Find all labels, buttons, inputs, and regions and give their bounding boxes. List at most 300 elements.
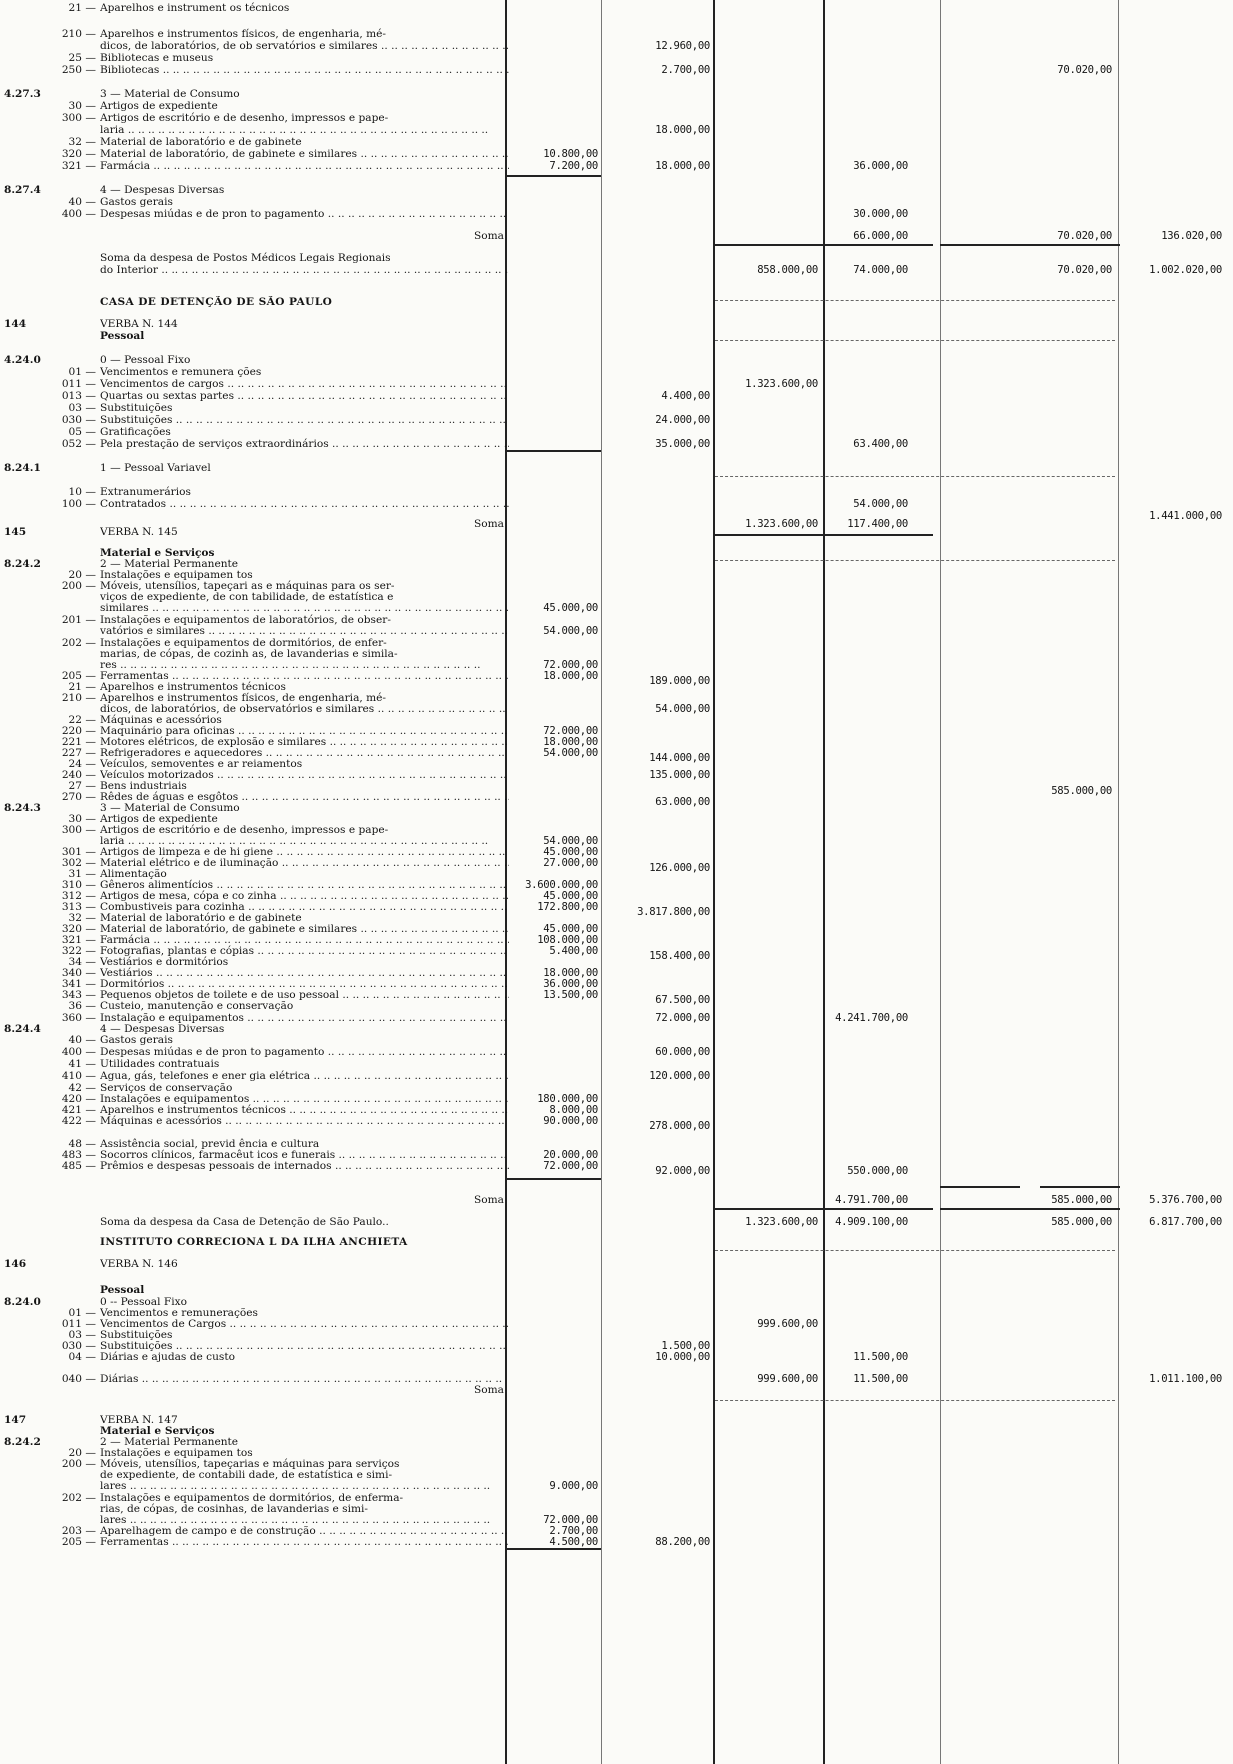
amount-value: 585.000,00: [1051, 785, 1112, 797]
item-code: 302 —: [61, 857, 96, 869]
item-code: 203 —: [61, 1525, 96, 1537]
budget-line: [4, 64, 509, 77]
item-description: Instalações e equipamentos de dormitórios, de enfer-: [100, 637, 387, 649]
column-rule: [940, 0, 941, 1764]
item-code: 250 —: [61, 64, 96, 76]
item-description: Gêneros alimentícios .. ..: [100, 879, 509, 892]
margin-code: 8.24.2: [4, 1436, 41, 1448]
amount-value: 4.500,00: [549, 1536, 598, 1548]
total-rule: [505, 175, 601, 177]
item-code: 27 —: [68, 780, 96, 792]
amount-value: 13.500,00: [543, 989, 598, 1001]
amount-value: 72.000,00: [543, 1514, 598, 1526]
item-description: Instalações e equipamentos de dormitórios, de enferma-: [100, 1492, 404, 1504]
margin-code: 8.24.4: [4, 1023, 41, 1035]
amount-value: 2.700,00: [549, 1525, 598, 1537]
item-description: Serviços de conservação: [100, 1082, 233, 1094]
row-guide: [715, 560, 1115, 561]
item-description: VERBA N. 144: [100, 318, 178, 330]
amount-value: 189.000,00: [649, 675, 710, 687]
item-code: 210 —: [61, 28, 96, 40]
item-description: Aparelhos e instrumentos físicos, de engenharia, mé-: [100, 692, 387, 704]
amount-value: 70.020,00: [1057, 264, 1112, 276]
total-rule: [505, 1178, 601, 1180]
budget-line: [4, 1351, 509, 1364]
amount-value: 18.000,00: [543, 967, 598, 979]
amount-value: 278.000,00: [649, 1120, 710, 1132]
item-description: Material e Serviços: [100, 1425, 215, 1437]
budget-line: [4, 264, 509, 277]
row-guide: [715, 1250, 1115, 1251]
amount-value: 72.000,00: [655, 1012, 710, 1024]
item-description: lares .. ..: [100, 1480, 509, 1493]
amount-value: 4.791.700,00: [835, 1194, 908, 1206]
amount-value: 35.000,00: [655, 438, 710, 450]
item-code: 030 —: [61, 1340, 96, 1352]
amount-value: 136.020,00: [1161, 230, 1222, 242]
item-description: Aparelhos e instrumentos técnicos .. ..: [100, 1104, 509, 1117]
amount-value: 36.000,00: [543, 978, 598, 990]
amount-value: 180.000,00: [537, 1093, 598, 1105]
item-description: Vencimentos de Cargos .. ..: [100, 1318, 509, 1331]
item-code: 30 —: [68, 813, 96, 825]
item-description: Substituições: [100, 402, 173, 414]
item-code: 22 —: [68, 714, 96, 726]
amount-value: 90.000,00: [543, 1115, 598, 1127]
item-description: Diárias .. ..: [100, 1373, 509, 1386]
margin-code: 8.24.2: [4, 558, 41, 570]
item-description: Gratificações: [100, 426, 171, 438]
item-code: 013 —: [61, 390, 96, 402]
amount-value: 5.376.700,00: [1149, 1194, 1222, 1206]
item-code: 040 —: [61, 1373, 96, 1385]
amount-value: 45.000,00: [543, 923, 598, 935]
item-description: 3 — Material de Consumo: [100, 802, 240, 814]
item-description: Quartas ou sextas partes .. ..: [100, 390, 509, 403]
item-description: do Interior .. ..: [100, 264, 509, 277]
item-code: 030 —: [61, 414, 96, 426]
item-description: Artigos de limpeza e de hi giene .. ..: [100, 846, 509, 859]
item-code: 483 —: [61, 1149, 96, 1161]
amount-value: 1.011.100,00: [1149, 1373, 1222, 1385]
item-description: Material de laboratório, de gabinete e similares .. ..: [100, 923, 509, 936]
item-description: Aparelhos e instrumentos físicos, de engenharia, mé-: [100, 28, 387, 40]
item-description: Gastos gerais: [100, 196, 173, 208]
item-code: 32 —: [68, 912, 96, 924]
item-description: Fotografias, plantas e cópias .. ..: [100, 945, 509, 958]
item-description: 4 — Despesas Diversas: [100, 1023, 225, 1035]
amount-value: 45.000,00: [543, 846, 598, 858]
item-description: Substituições: [100, 1329, 173, 1341]
item-code: 01 —: [68, 1307, 96, 1319]
item-code: 100 —: [61, 498, 96, 510]
item-description: Pessoal: [100, 330, 145, 342]
item-description: Prêmios e despesas pessoais de internados .. ..: [100, 1160, 509, 1173]
item-code: 200 —: [61, 580, 96, 592]
item-code: 24 —: [68, 758, 96, 770]
total-rule: [940, 1208, 1120, 1210]
item-description: laria .. ..: [100, 124, 509, 137]
budget-line: [4, 2, 509, 15]
amount-value: 8.000,00: [549, 1104, 598, 1116]
item-description: Móveis, utensílios, tapeçari as e máquinas para os ser-: [100, 580, 395, 592]
sum-label: [4, 230, 509, 243]
item-description: Artigos de expediente: [100, 100, 218, 112]
item-code: 202 —: [61, 637, 96, 649]
item-description: Maquinário para oficinas .. ..: [100, 725, 509, 738]
amount-value: 1.323.600,00: [745, 1216, 818, 1228]
item-description: marias, de cópas, de cozinh as, de lavanderias e simila-: [100, 648, 398, 660]
amount-value: 11.500,00: [853, 1351, 908, 1363]
item-code: 422 —: [61, 1115, 96, 1127]
item-description: Instalação e equipamentos .. ..: [100, 1012, 509, 1025]
amount-value: 45.000,00: [543, 602, 598, 614]
item-code: 31 —: [68, 868, 96, 880]
section-heading: [4, 296, 509, 309]
amount-value: 158.400,00: [649, 950, 710, 962]
amount-value: 54.000,00: [543, 747, 598, 759]
item-code: 011 —: [61, 1318, 96, 1330]
item-code: 205 —: [61, 670, 96, 682]
item-description: rias, de cópas, de cosinhas, de lavanderias e simi-: [100, 1503, 368, 1515]
item-description: Vencimentos e remunera ções: [100, 366, 262, 378]
item-description: CASA DE DETENÇÃO DE SÃO PAULO: [100, 296, 333, 308]
item-description: Artigos de escritório e de desenho, impressos e pape-: [100, 112, 389, 124]
item-description: Diárias e ajudas de custo: [100, 1351, 235, 1363]
item-description: vatórios e similares .. ..: [100, 625, 509, 638]
column-rule: [601, 0, 602, 1764]
margin-code: 8.24.0: [4, 1296, 41, 1308]
item-description: 0 — Pessoal Fixo: [100, 354, 191, 366]
item-code: 05 —: [68, 426, 96, 438]
amount-value: 9.000,00: [549, 1480, 598, 1492]
amount-value: 4.241.700,00: [835, 1012, 908, 1024]
amount-value: 18.000,00: [543, 670, 598, 682]
item-description: Máquinas e acessórios: [100, 714, 222, 726]
item-description: Artigos de escritório e de desenho, impressos e pape-: [100, 824, 389, 836]
item-description: Soma: [474, 1194, 504, 1206]
budget-line: [4, 1258, 509, 1271]
amount-value: 24.000,00: [655, 414, 710, 426]
item-description: Bibliotecas .. ..: [100, 64, 509, 77]
amount-value: 7.200,00: [549, 160, 598, 172]
item-code: 04 —: [68, 1351, 96, 1363]
amount-value: 18.000,00: [655, 124, 710, 136]
item-description: Vestiários e dormitórios: [100, 956, 229, 968]
item-description: Aparelhos e instrumentos técnicos: [100, 681, 286, 693]
total-rule: [1040, 1186, 1120, 1188]
sum-label: [4, 1194, 509, 1207]
item-code: 20 —: [68, 1447, 96, 1459]
item-description: res .. ..: [100, 659, 509, 672]
row-guide: [715, 340, 1115, 341]
amount-value: 5.400,00: [549, 945, 598, 957]
item-description: Instalações e equipamentos de laboratórios, de obser-: [100, 614, 391, 626]
item-description: 3 — Material de Consumo: [100, 88, 240, 100]
item-code: 341 —: [61, 978, 96, 990]
item-description: Socorros clínicos, farmacêut icos e funerais .. ..: [100, 1149, 509, 1162]
budget-line: [4, 1216, 509, 1229]
amount-value: 30.000,00: [853, 208, 908, 220]
item-code: 343 —: [61, 989, 96, 1001]
item-code: 011 —: [61, 378, 96, 390]
item-description: 1 — Pessoal Variavel: [100, 462, 211, 474]
row-guide: [715, 1400, 1115, 1401]
amount-value: 4.909.100,00: [835, 1216, 908, 1228]
amount-value: 54.000,00: [543, 625, 598, 637]
amount-value: 585.000,00: [1051, 1216, 1112, 1228]
budget-line: [4, 462, 509, 475]
item-description: Soma da despesa de Postos Médicos Legais Regionais: [100, 252, 391, 264]
item-description: Farmácia .. ..: [100, 160, 509, 173]
budget-line: [4, 1536, 509, 1549]
item-code: 200 —: [61, 1458, 96, 1470]
total-rule: [713, 244, 823, 246]
amount-value: 120.000,00: [649, 1070, 710, 1082]
item-code: 312 —: [61, 890, 96, 902]
item-code: 240 —: [61, 769, 96, 781]
amount-value: 1.500,00: [661, 1340, 710, 1352]
item-description: Vencimentos e remunerações: [100, 1307, 258, 1319]
amount-value: 1.323.600,00: [745, 518, 818, 530]
item-description: Assistência social, previd ência e cultura: [100, 1138, 320, 1150]
amount-value: 20.000,00: [543, 1149, 598, 1161]
item-code: 20 —: [68, 569, 96, 581]
amount-value: 11.500,00: [853, 1373, 908, 1385]
amount-value: 858.000,00: [757, 264, 818, 276]
item-code: 360 —: [61, 1012, 96, 1024]
item-description: Utilidades contratuais: [100, 1058, 220, 1070]
item-description: Material e Serviços: [100, 547, 215, 559]
amount-value: 3.600.000,00: [525, 879, 598, 891]
row-guide: [715, 300, 1115, 301]
item-description: Custeio, manutenção e conservação: [100, 1000, 294, 1012]
margin-code: 144: [4, 318, 27, 330]
total-rule: [823, 1208, 933, 1210]
amount-value: 54.000,00: [655, 703, 710, 715]
item-code: 340 —: [61, 967, 96, 979]
section-heading: [4, 1236, 509, 1249]
item-code: 21 —: [68, 681, 96, 693]
item-description: INSTITUTO CORRECIONA L DA ILHA ANCHIETA: [100, 1236, 408, 1248]
amount-value: 117.400,00: [847, 518, 908, 530]
amount-value: 126.000,00: [649, 862, 710, 874]
item-code: 321 —: [61, 934, 96, 946]
amount-value: 3.817.800,00: [637, 906, 710, 918]
item-description: Extranumerários: [100, 486, 191, 498]
amount-value: 135.000,00: [649, 769, 710, 781]
budget-line: [4, 1160, 509, 1173]
sum-label: [4, 1384, 509, 1397]
total-rule: [823, 534, 933, 536]
amount-value: 45.000,00: [543, 890, 598, 902]
amount-value: 54.000,00: [543, 835, 598, 847]
item-code: 21 —: [68, 2, 96, 14]
margin-code: 4.27.3: [4, 88, 41, 100]
item-description: Aparelhos e instrument os técnicos: [100, 2, 290, 14]
item-description: Material de laboratório, de gabinete e similares .. ..: [100, 148, 509, 161]
item-code: 25 —: [68, 52, 96, 64]
total-rule: [940, 244, 1120, 246]
item-description: Pequenos objetos de toilete e de uso pessoal .. ..: [100, 989, 509, 1002]
item-code: 202 —: [61, 1492, 96, 1504]
amount-value: 72.000,00: [543, 1160, 598, 1172]
item-description: Bibliotecas e museus: [100, 52, 214, 64]
item-description: Veículos, semoventes e ar reiamentos: [100, 758, 303, 770]
item-description: Soma: [474, 518, 504, 530]
amount-value: 36.000,00: [853, 160, 908, 172]
item-code: 300 —: [61, 824, 96, 836]
row-guide: [715, 476, 1115, 477]
item-description: Instalações e equipamen tos: [100, 1447, 253, 1459]
item-description: Ferramentas .. ..: [100, 1536, 509, 1549]
item-code: 420 —: [61, 1093, 96, 1105]
amount-value: 144.000,00: [649, 752, 710, 764]
item-code: 421 —: [61, 1104, 96, 1116]
item-description: Farmácia .. ..: [100, 934, 509, 947]
item-description: VERBA N. 145: [100, 526, 178, 538]
budget-line: [4, 1115, 509, 1128]
item-description: laria .. ..: [100, 835, 509, 848]
item-description: Aparelhagem de campo e de construção .. ..: [100, 1525, 509, 1538]
item-description: Vencimentos de cargos .. ..: [100, 378, 509, 391]
item-description: lares .. ..: [100, 1514, 509, 1527]
item-description: Despesas miúdas e de pron to pagamento .. ..: [100, 1046, 509, 1059]
total-rule: [940, 1186, 1020, 1188]
amount-value: 1.323.600,00: [745, 378, 818, 390]
item-code: 03 —: [68, 402, 96, 414]
item-code: 313 —: [61, 901, 96, 913]
item-description: Ferramentas .. ..: [100, 670, 509, 683]
item-code: 34 —: [68, 956, 96, 968]
item-description: Substituições .. ..: [100, 414, 509, 427]
item-description: Gastos gerais: [100, 1034, 173, 1046]
item-code: 205 —: [61, 1536, 96, 1548]
margin-code: 8.24.3: [4, 802, 41, 814]
amount-value: 585.000,00: [1051, 1194, 1112, 1206]
amount-value: 18.000,00: [543, 736, 598, 748]
item-code: 310 —: [61, 879, 96, 891]
item-description: 0 -- Pessoal Fixo: [100, 1296, 187, 1308]
amount-value: 72.000,00: [543, 659, 598, 671]
margin-code: 8.24.1: [4, 462, 41, 474]
amount-value: 67.500,00: [655, 994, 710, 1006]
item-code: 227 —: [61, 747, 96, 759]
item-description: Artigos de expediente: [100, 813, 218, 825]
item-code: 41 —: [68, 1058, 96, 1070]
item-code: 320 —: [61, 148, 96, 160]
item-code: 210 —: [61, 692, 96, 704]
item-description: Artigos de mesa, cópa e co zinha .. ..: [100, 890, 509, 903]
item-code: 485 —: [61, 1160, 96, 1172]
item-description: Veículos motorizados .. ..: [100, 769, 509, 782]
item-description: viços de expediente, de con tabilidade, de estatística e: [100, 591, 394, 603]
item-code: 322 —: [61, 945, 96, 957]
item-code: 01 —: [68, 366, 96, 378]
item-code: 40 —: [68, 196, 96, 208]
item-description: Material de laboratório e de gabinete: [100, 136, 302, 148]
margin-code: 145: [4, 526, 27, 538]
amount-value: 2.700,00: [661, 64, 710, 76]
item-code: 201 —: [61, 614, 96, 626]
item-description: Móveis, utensílios, tapeçarias e máquinas para serviços: [100, 1458, 400, 1470]
item-description: Soma da despesa da Casa de Detenção de São Paulo..: [100, 1216, 389, 1228]
total-rule: [505, 450, 601, 452]
item-description: Substituições .. ..: [100, 1340, 509, 1353]
amount-value: 999.600,00: [757, 1318, 818, 1330]
item-code: 221 —: [61, 736, 96, 748]
item-code: 410 —: [61, 1070, 96, 1082]
item-code: 400 —: [61, 1046, 96, 1058]
item-code: 48 —: [68, 1138, 96, 1150]
item-description: Alimentação: [100, 868, 167, 880]
amount-value: 4.400,00: [661, 390, 710, 402]
amount-value: 72.000,00: [543, 725, 598, 737]
amount-value: 6.817.700,00: [1149, 1216, 1222, 1228]
item-code: 32 —: [68, 136, 96, 148]
margin-code: 146: [4, 1258, 27, 1270]
amount-value: 18.000,00: [655, 160, 710, 172]
item-description: 2 — Material Permanente: [100, 1436, 239, 1448]
amount-value: 12.960,00: [655, 40, 710, 52]
amount-value: 10.000,00: [655, 1351, 710, 1363]
budget-line: [4, 330, 509, 343]
amount-value: 999.600,00: [757, 1373, 818, 1385]
item-code: 42 —: [68, 1082, 96, 1094]
item-description: dicos, de laboratórios, de observatórios e similares .. ..: [100, 703, 509, 716]
item-code: 30 —: [68, 100, 96, 112]
item-description: Bens industriais: [100, 780, 187, 792]
item-description: Material de laboratório e de gabinete: [100, 912, 302, 924]
budget-line: [4, 526, 509, 539]
amount-value: 63.400,00: [853, 438, 908, 450]
item-description: Pela prestação de serviços extraordinários .. ..: [100, 438, 509, 451]
item-description: Contratados .. ..: [100, 498, 509, 511]
item-description: Soma: [474, 1384, 504, 1396]
amount-value: 1.002.020,00: [1149, 264, 1222, 276]
item-description: Instalações e equipamentos .. ..: [100, 1093, 509, 1106]
amount-value: 74.000,00: [853, 264, 908, 276]
amount-value: 60.000,00: [655, 1046, 710, 1058]
item-description: VERBA N. 146: [100, 1258, 178, 1270]
item-code: 052 —: [61, 438, 96, 450]
amount-value: 1.441.000,00: [1149, 510, 1222, 522]
item-description: Motores elétricos, de explosão e similares .. ..: [100, 736, 509, 749]
item-code: 300 —: [61, 112, 96, 124]
item-description: Combustiveis para cozinha .. ..: [100, 901, 509, 914]
item-description: dicos, de laboratórios, de ob servatórios e similares .. ..: [100, 40, 509, 53]
item-code: 321 —: [61, 160, 96, 172]
item-description: Rêdes de águas e esgôtos .. ..: [100, 791, 509, 804]
budget-line: [4, 438, 509, 451]
amount-value: 88.200,00: [655, 1536, 710, 1548]
item-description: de expediente, de contabili dade, de estatística e simi-: [100, 1469, 393, 1481]
budget-line: [4, 208, 509, 221]
amount-value: 172.800,00: [537, 901, 598, 913]
item-description: Máquinas e acessórios .. ..: [100, 1115, 509, 1128]
item-code: 40 —: [68, 1034, 96, 1046]
amount-value: 63.000,00: [655, 796, 710, 808]
item-description: VERBA N. 147: [100, 1414, 178, 1426]
margin-code: 4.24.0: [4, 354, 41, 366]
item-description: Material elétrico e de iluminação .. ..: [100, 857, 509, 870]
item-description: Agua, gás, telefones e ener gia elétrica .. ..: [100, 1070, 509, 1083]
amount-value: 10.800,00: [543, 148, 598, 160]
amount-value: 550.000,00: [847, 1165, 908, 1177]
total-rule: [823, 244, 933, 246]
item-description: similares .. ..: [100, 602, 509, 615]
amount-value: 66.000,00: [853, 230, 908, 242]
